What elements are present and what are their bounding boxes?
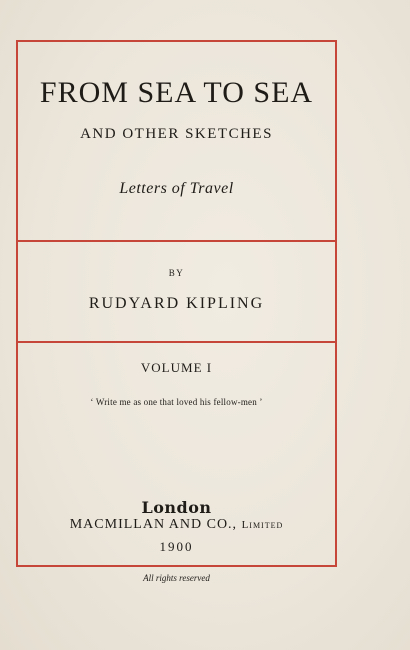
publisher-name: MACMILLAN AND CO., [69, 517, 238, 532]
volume-label: VOLUME I [140, 360, 213, 375]
publication-year: 1900 [159, 539, 194, 554]
book-title: FROM SEA TO SEA [39, 76, 314, 109]
author-name: RUDYARD KIPLING [88, 295, 265, 312]
publication-place: London [141, 498, 212, 517]
book-subtitle: AND OTHER SKETCHES [80, 126, 273, 142]
epigraph: ‘ Write me as one that loved his fellow-men ’ [90, 397, 263, 407]
publisher-line [16, 517, 337, 533]
red-divider-top [16, 240, 337, 242]
red-divider-bottom [16, 341, 337, 343]
publisher-suffix: Limited [241, 519, 284, 531]
by-label: BY [168, 268, 185, 278]
series-title: Letters of Travel [119, 180, 234, 197]
rights-notice: All rights reserved [143, 573, 210, 583]
